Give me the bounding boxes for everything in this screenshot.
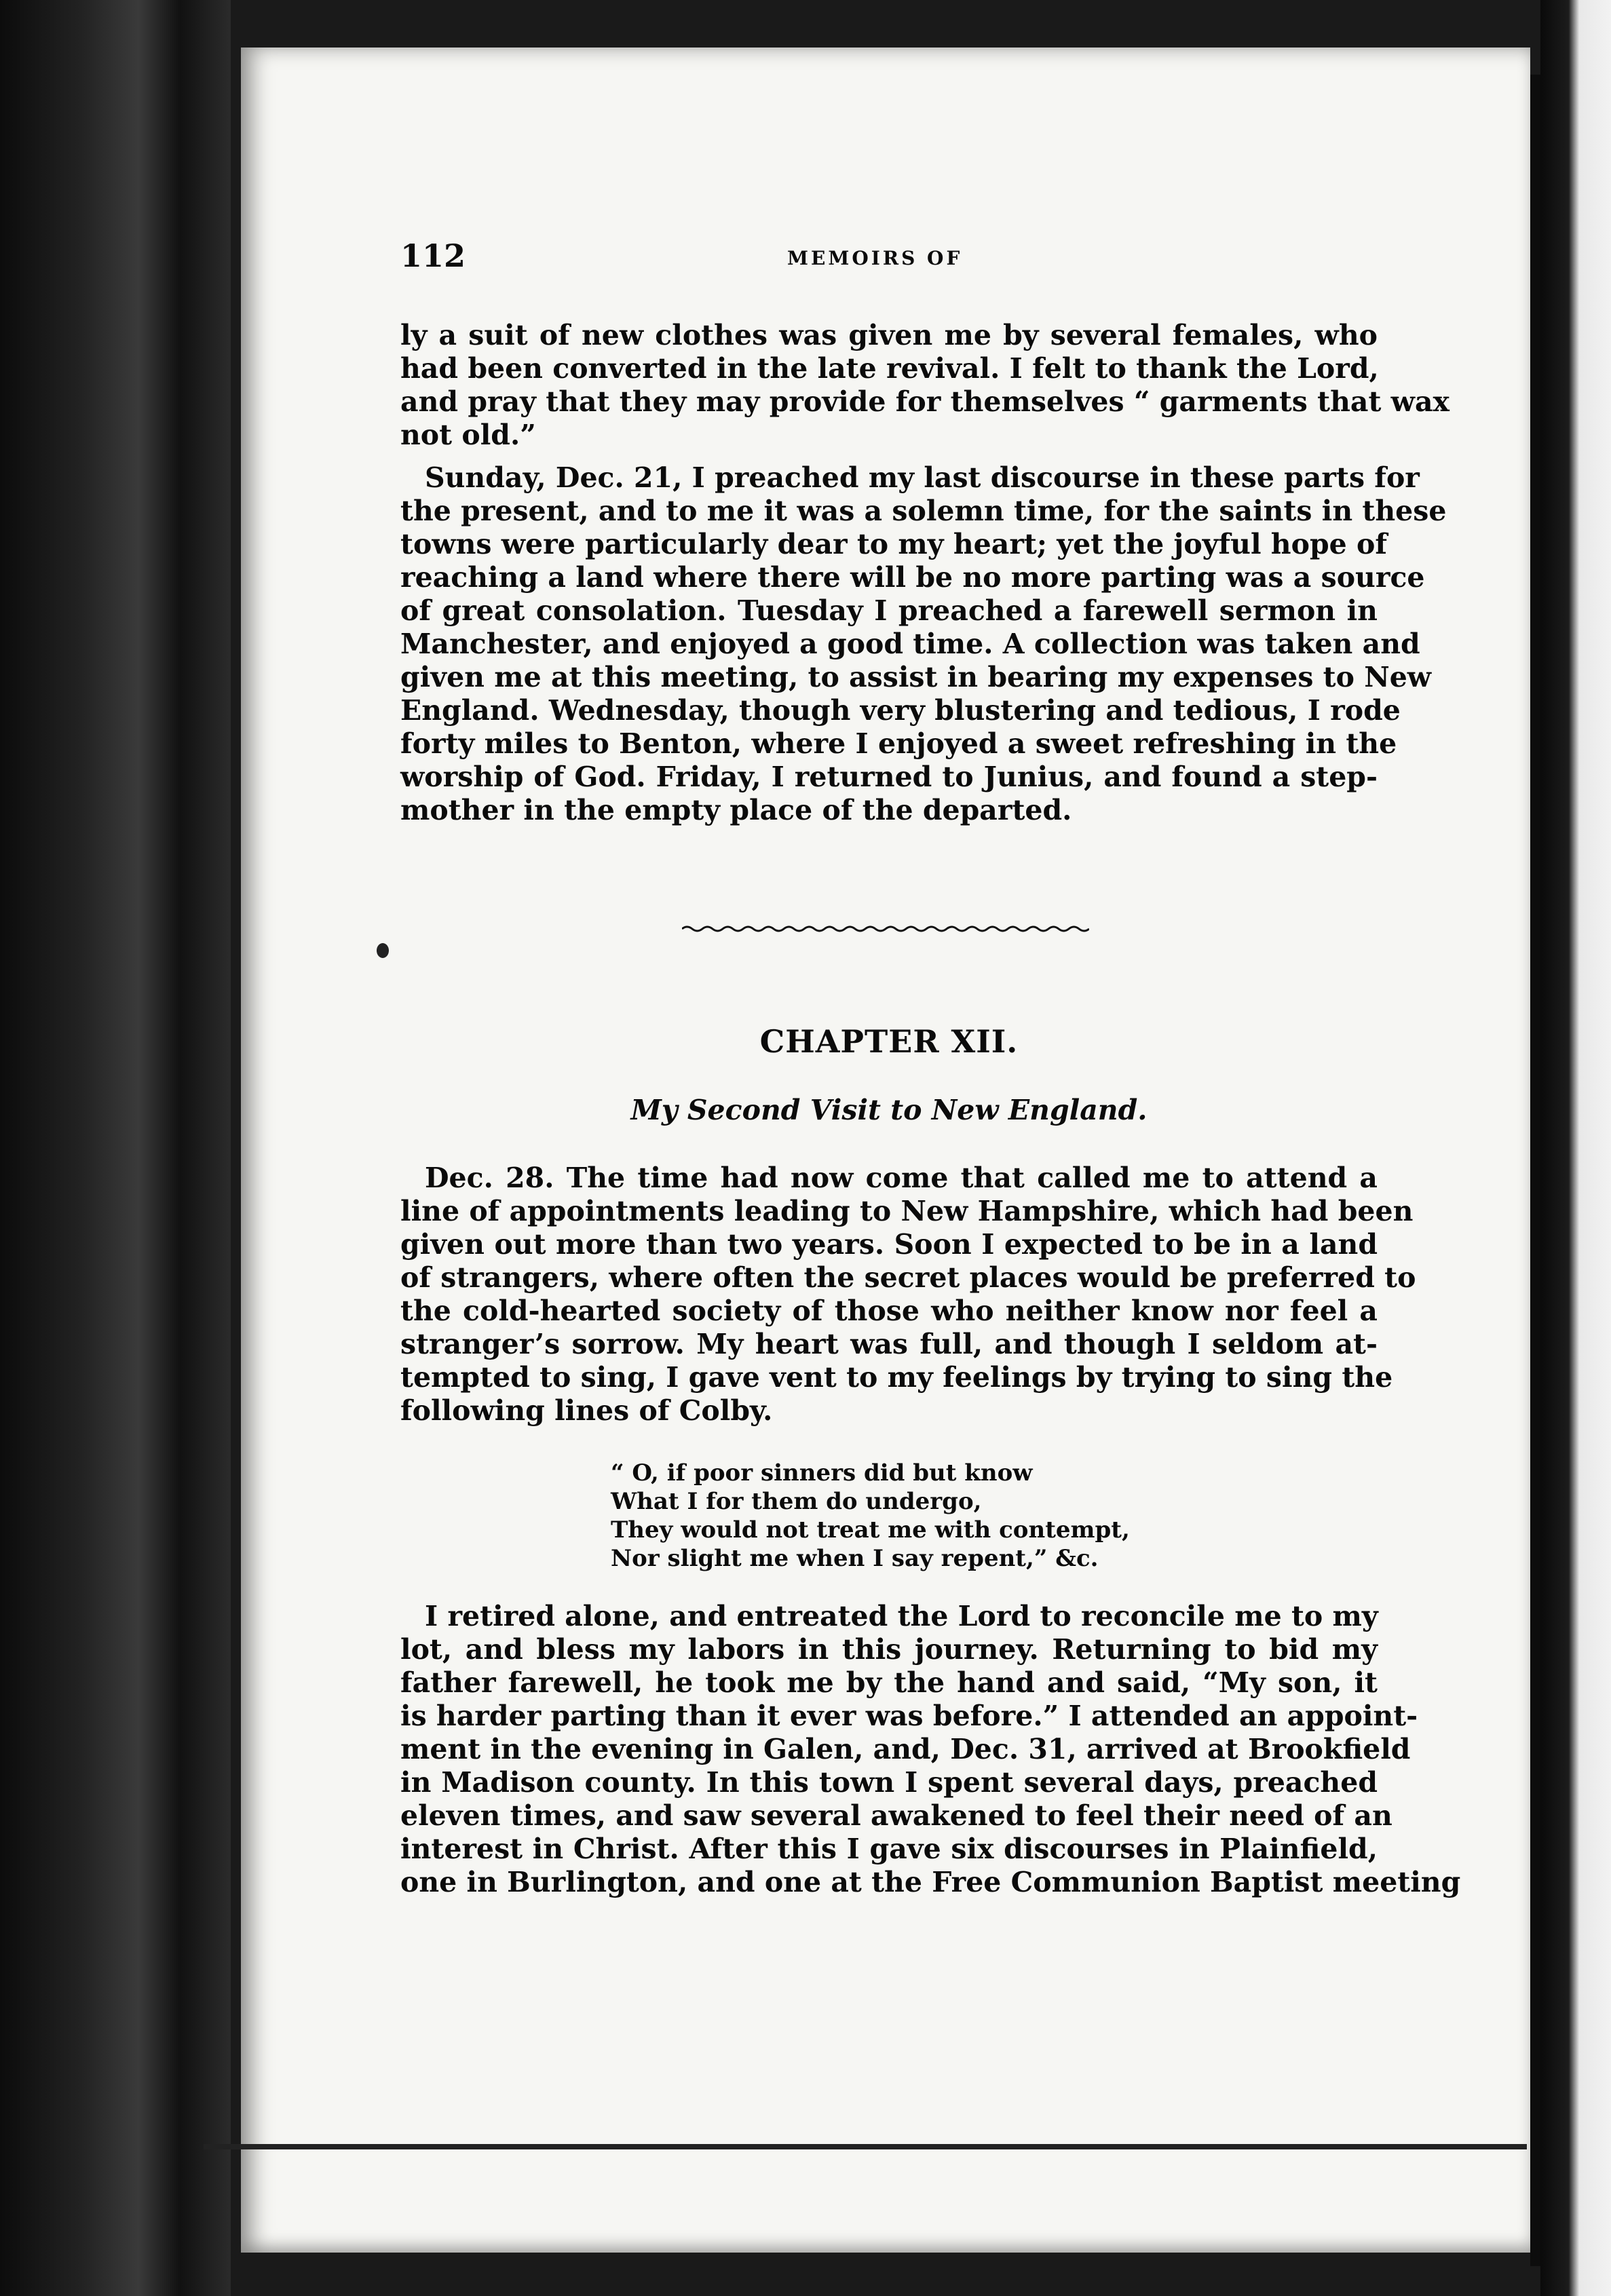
text-line: ment in the evening in Galen, and, Dec. 31, arrived at Brookfield (400, 1733, 1411, 1765)
text-line: not old.” (400, 419, 536, 451)
wavy-rule-divider (682, 924, 1089, 934)
paragraph-continued (400, 319, 1449, 452)
running-title: MEMOIRS OF (787, 247, 963, 269)
text-line: Manchester, and enjoyed a good time. A collection was taken and (400, 628, 1420, 660)
text-line: towns were particularly dear to my heart; yet the joyful hope of (400, 528, 1387, 560)
text-line: and pray that they may provide for themselves “ garments that wax (400, 385, 1449, 418)
text-line: eleven times, and saw several awakened to feel their need of an (400, 1799, 1392, 1832)
running-head (400, 237, 1364, 278)
text-line: reaching a land where there will be no more parting was a source (400, 561, 1425, 594)
text-line: Dec. 28. The time had now come that called me to attend a (425, 1162, 1378, 1194)
text-line: tempted to sing, I gave vent to my feelings by trying to sing the (400, 1361, 1393, 1394)
paragraph-dec-28 (400, 1162, 1416, 1428)
text-line: I retired alone, and entreated the Lord to reconcile me to my (425, 1600, 1378, 1632)
text-line: following lines of Colby. (400, 1394, 773, 1427)
text-line: mother in the empty place of the departed. (400, 794, 1072, 826)
text-line: worship of God. Friday, I returned to Junius, and found a step- (400, 761, 1378, 793)
chapter-subtitle: My Second Visit to New England. (630, 1094, 1148, 1126)
film-right-border (1540, 0, 1611, 2296)
paragraph-retired-alone (400, 1600, 1461, 1899)
text-line: given out more than two years. Soon I expected to be in a land (400, 1228, 1378, 1261)
text-line: the cold-hearted society of those who neither know nor feel a (400, 1295, 1378, 1327)
verse-line: What I for them do undergo, (611, 1488, 982, 1515)
text-line: forty miles to Benton, where I enjoyed a sweet refreshing in the (400, 727, 1397, 760)
text-line: England. Wednesday, though very blustering and tedious, I rode (400, 694, 1401, 727)
page-bottom-border (204, 2144, 1527, 2149)
text-line: the present, and to me it was a solemn time, for the saints in these (400, 495, 1447, 527)
text-line: stranger’s sorrow. My heart was full, and though I seldom at- (400, 1328, 1378, 1360)
verse-line: Nor slight me when I say repent,” &c. (611, 1545, 1099, 1572)
text-line: line of appointments leading to New Hampshire, which had been (400, 1195, 1414, 1227)
text-line: given me at this meeting, to assist in bearing my expenses to New (400, 661, 1432, 693)
text-line: lot, and bless my labors in this journey. Returning to bid my (400, 1633, 1378, 1666)
film-left-border (0, 0, 231, 2296)
text-line: one in Burlington, and one at the Free Communion Baptist meeting (400, 1866, 1461, 1898)
text-line: of strangers, where often the secret places would be preferred to (400, 1261, 1416, 1294)
page-number: 112 (400, 237, 466, 274)
ink-blot (377, 943, 389, 958)
text-line: Sunday, Dec. 21, I preached my last discourse in these parts for (425, 461, 1420, 494)
text-line: father farewell, he took me by the hand and said, “My son, it (400, 1666, 1378, 1699)
verse-line: “ O, if poor sinners did but know (611, 1459, 1033, 1487)
paragraph-sunday (400, 461, 1447, 827)
verse-quotation (611, 1459, 1221, 1573)
page-edge-shadow (1530, 75, 1541, 2266)
text-line: of great consolation. Tuesday I preached a farewell sermon in (400, 594, 1378, 627)
verse-line: They would not treat me with contempt, (611, 1516, 1130, 1544)
text-line: in Madison county. In this town I spent several days, preached (400, 1766, 1378, 1799)
text-line: interest in Christ. After this I gave six discourses in Plainfield, (400, 1833, 1378, 1865)
text-line: had been converted in the late revival. I felt to thank the Lord, (400, 352, 1379, 385)
chapter-heading: CHAPTER XII. (759, 1023, 1019, 1060)
text-line: is harder parting than it ever was before.” I attended an appoint- (400, 1700, 1418, 1732)
text-line: ly a suit of new clothes was given me by several females, who (400, 319, 1378, 351)
